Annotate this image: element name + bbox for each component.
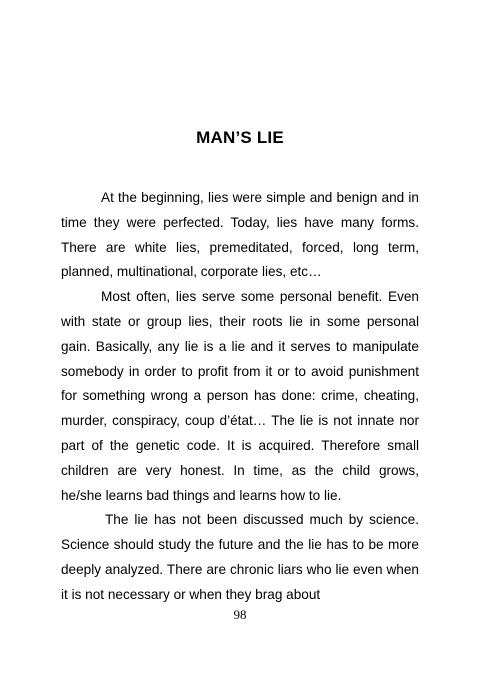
paragraph-2: Most often, lies serve some personal benefit. Even with state or group lies, their roots lie in some personal gain. Basically, any lie is a lie and it serves to manipulate somebody in order to profit from it or to avoid punishment for something wrong a person has done: crime, cheating, murder, conspiracy, coup d’état… The lie is not innate nor part of the genetic code. It is acquired. Therefore small children are very honest. In time, as the child grows, he/she learns bad things and learns how to lie.: [61, 289, 419, 503]
paragraph-3: The lie has not been discussed much by science. Science should study the future and the lie has to be more deeply analyzed. There are chronic liars who lie even when it is not necessary or when they brag about: [61, 512, 419, 602]
paragraph-1: At the beginning, lies were simple and benign and in time they were perfected. Today, lies have many forms. There are white lies, premeditated, forced, long term, planned, multinational, corporate lies, etc…: [61, 190, 419, 280]
body-text: [61, 186, 419, 608]
chapter-title: MAN’S LIE: [196, 128, 284, 147]
page-number: 98: [233, 607, 247, 622]
